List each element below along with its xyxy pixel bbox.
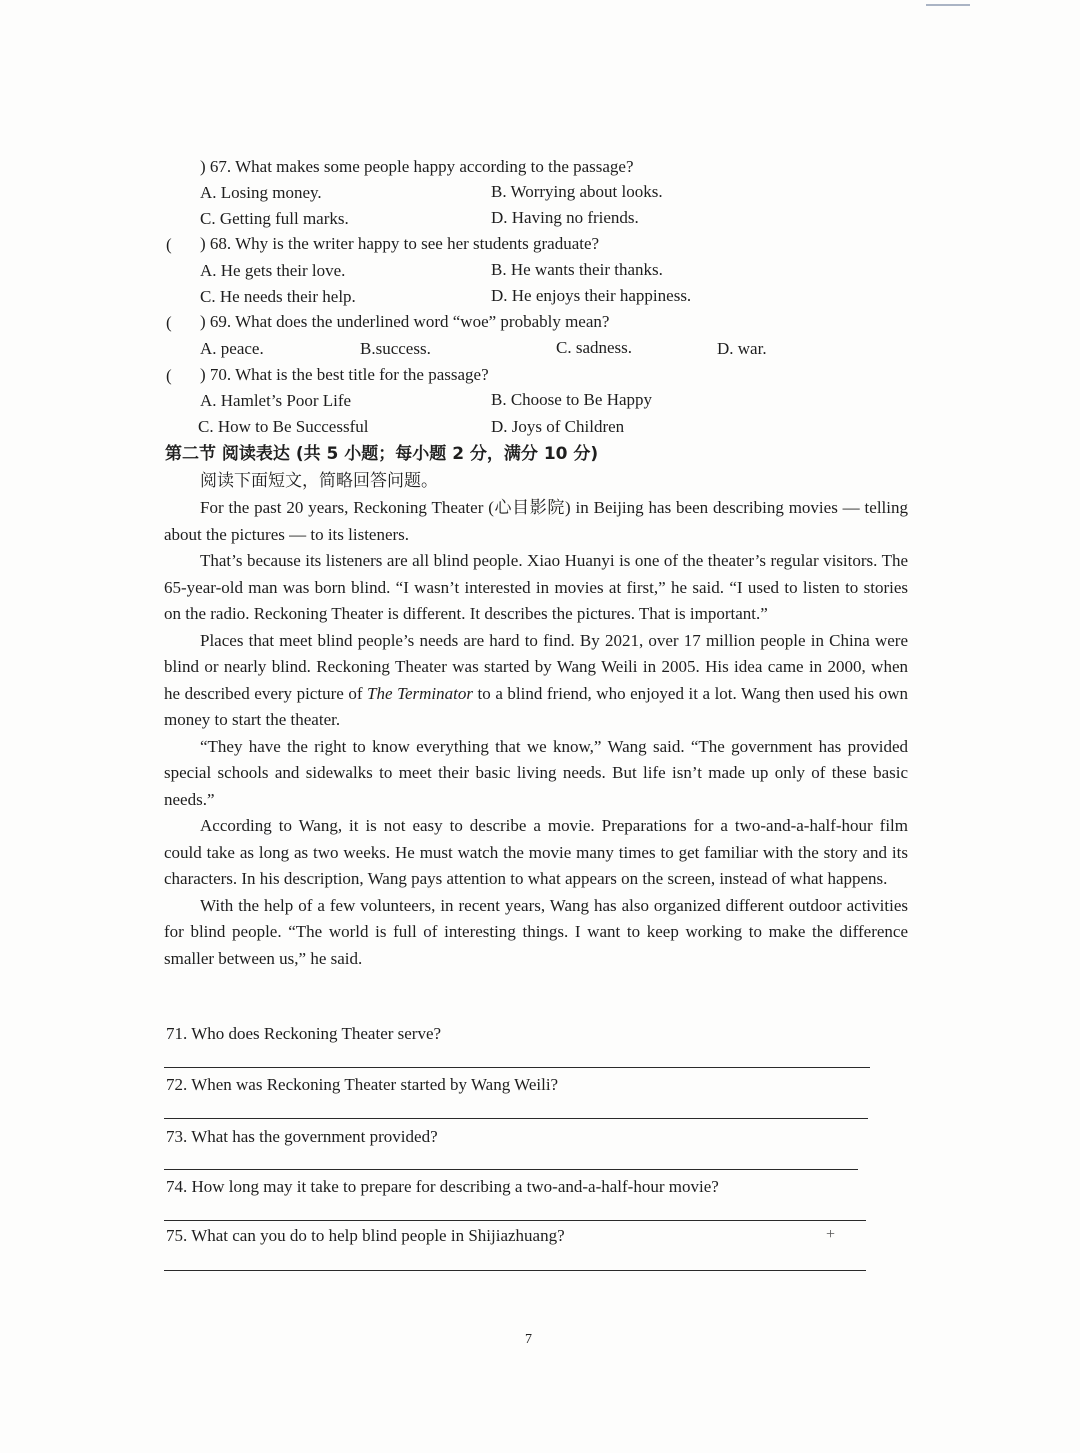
- option-a: A. Losing money.: [200, 183, 322, 202]
- question-69: [200, 311, 609, 333]
- paragraph-3-tail: to a blind friend, who enjoyed it a lot. Wang then used his own money to start the theater.: [164, 683, 908, 729]
- option-c: C. How to Be Successful: [198, 417, 369, 436]
- corner-scan-mark: [926, 4, 970, 6]
- section-title: 第二节 阅读表达 (共 5 小题；每小题 2 分，满分 10 分): [165, 444, 599, 464]
- option-b: B. He wants their thanks.: [491, 260, 663, 279]
- question-70: [200, 364, 489, 386]
- option-c: C. He needs their help.: [200, 287, 356, 306]
- answer-paren-close: ): [200, 365, 206, 384]
- question-71: 71. Who does Reckoning Theater serve?: [166, 1024, 442, 1043]
- option-a: A. peace.: [200, 339, 264, 358]
- passage-paragraph-4: “They have the right to know everything that we know,” Wang said. “The government has provided special schools and sidewalks to meet their basic living needs. But life isn’t made up only of these basic needs.”: [164, 736, 908, 809]
- paragraph-3-lead: Places that meet blind people’s needs are hard to find. By 2021, over 17 million people in China were blind or nearly blind. Reckoning Theater was started by Wang Weili in 2005. His idea came in 2000, when he described every picture of: [164, 630, 908, 703]
- question-74: 74. How long may it take to prepare for describing a two-and-a-half-hour movie?: [166, 1177, 719, 1196]
- option-a: A. He gets their love.: [200, 261, 346, 280]
- question-stem: 67. What makes some people happy according to the passage?: [209, 157, 634, 176]
- option-c: C. Getting full marks.: [200, 209, 349, 228]
- answer-paren-open: (: [166, 235, 172, 254]
- passage-paragraph-1: For the past 20 years, Reckoning Theater (心目影院) in Beijing has been describing movies — telling about the pictures — to its listeners.: [164, 498, 908, 544]
- question-stem: 69. What does the underlined word “woe” probably mean?: [209, 312, 610, 331]
- page-number: 7: [525, 1332, 532, 1347]
- option-a: A. Hamlet’s Poor Life: [200, 391, 352, 410]
- question-stem: 68. Why is the writer happy to see her students graduate?: [209, 234, 600, 253]
- passage-paragraph-3: [164, 628, 908, 734]
- answer-paren-open: (: [166, 366, 172, 385]
- passage-paragraph-6: With the help of a few volunteers, in recent years, Wang has also organized different outdoor activities for blind people. “The world is full of interesting things. I want to keep working to make the difference smaller between us,” he said.: [164, 895, 908, 968]
- passage-paragraph-2: That’s because its listeners are all blind people. Xiao Huanyi is one of the theater’s regular visitors. The 65-year-old man was born blind. “I wasn’t interested in movies at first,” he said. “I used to listen to stories on the radio. Reckoning Theater is different. It describes the pictures. That is important.”: [164, 551, 908, 623]
- answer-paren-close: ): [200, 234, 206, 253]
- question-73: 73. What has the government provided?: [166, 1127, 438, 1146]
- option-b: B.success.: [360, 339, 431, 358]
- option-d: D. He enjoys their happiness.: [491, 286, 692, 305]
- answer-line-71[interactable]: [164, 1067, 870, 1068]
- question-stem: 70. What is the best title for the passage?: [209, 365, 489, 384]
- movie-title: The Terminator: [367, 683, 473, 703]
- reading-passage: [164, 495, 908, 972]
- plus-mark: +: [826, 1226, 836, 1243]
- option-d: D. Having no friends.: [491, 208, 639, 227]
- answer-paren-open: (: [166, 313, 172, 332]
- answer-paren-close: ): [200, 157, 206, 176]
- question-68: [200, 233, 599, 255]
- question-75: 75. What can you do to help blind people in Shijiazhuang?: [166, 1226, 565, 1245]
- option-d: D. Joys of Children: [491, 417, 625, 436]
- answer-line-75[interactable]: [164, 1270, 866, 1271]
- passage-paragraph-5: According to Wang, it is not easy to describe a movie. Preparations for a two-and-a-half-hour film could take as long as two weeks. He must watch the movie many times to get familiar with the story and its characters. In his description, Wang pays attention to what appears on the screen, instead of what happens.: [164, 816, 908, 888]
- option-b: B. Choose to Be Happy: [491, 390, 653, 409]
- answer-line-74[interactable]: [164, 1220, 866, 1221]
- question-67: [200, 156, 634, 178]
- answer-paren-close: ): [200, 312, 206, 331]
- option-b: B. Worrying about looks.: [491, 182, 663, 201]
- option-d: D. war.: [717, 339, 767, 358]
- answer-line-72[interactable]: [164, 1118, 868, 1119]
- question-72: 72. When was Reckoning Theater started by Wang Weili?: [166, 1075, 559, 1094]
- section-instruction: 阅读下面短文，简略回答问题。: [200, 471, 438, 491]
- option-c: C. sadness.: [556, 338, 633, 357]
- answer-line-73[interactable]: [164, 1169, 858, 1170]
